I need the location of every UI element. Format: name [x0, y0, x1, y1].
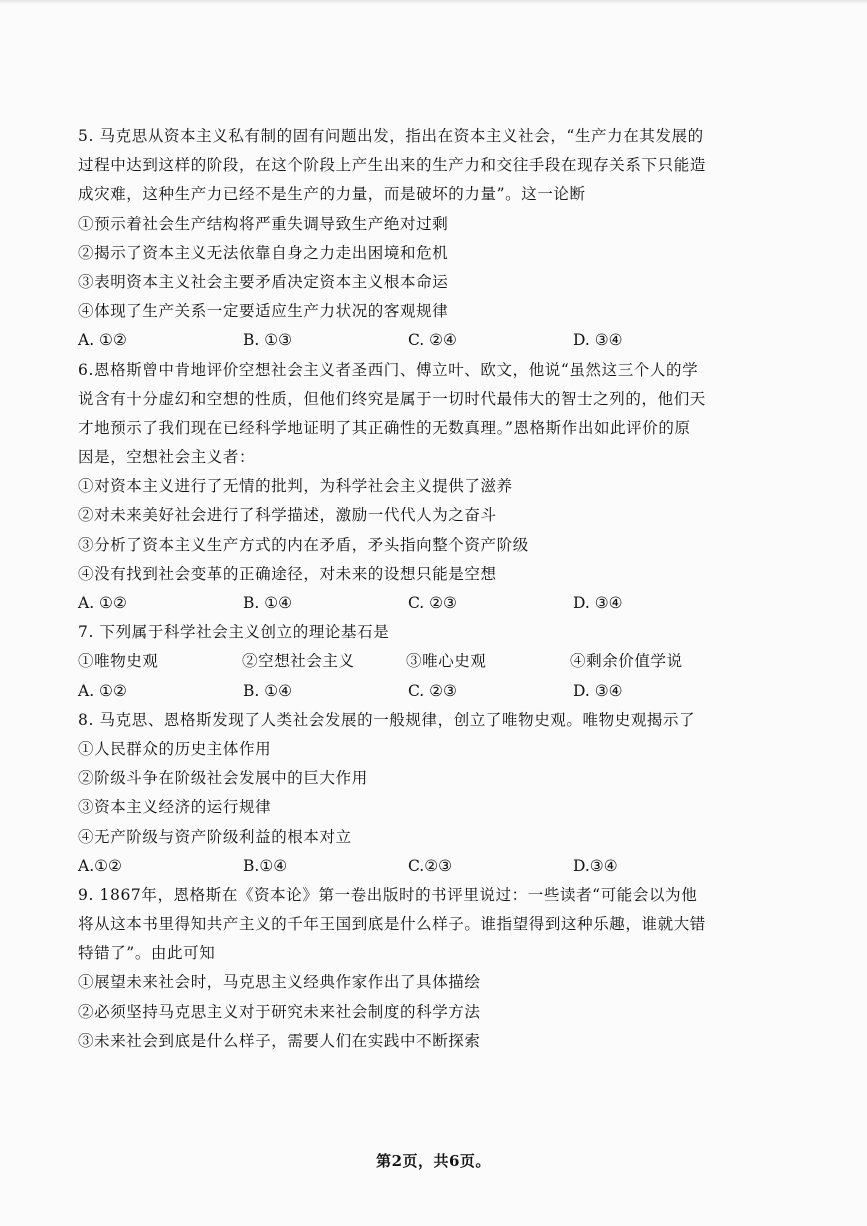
question-7: [78, 618, 698, 706]
statement-item: ①对资本主义进行了无情的批判，为科学社会主义提供了滋养: [78, 477, 513, 496]
option-c: C. ②③: [408, 681, 457, 700]
option-c: C. ②③: [408, 594, 457, 612]
page-number-footer: 第2页，共6页。: [376, 1152, 491, 1170]
option-a: A. ①②: [78, 681, 127, 700]
statement-item: ②对未来美好社会进行了科学描述，激励一代代人为之奋斗: [78, 506, 497, 525]
statement-item: ③未来社会到底是什么样子，需要人们在实践中不断探索: [78, 1031, 481, 1050]
option-b: B.①④: [243, 856, 288, 875]
answer-options: [78, 326, 698, 355]
statement-item: ③唯心史观: [406, 652, 487, 671]
statement-item: ②空想社会主义: [242, 652, 355, 671]
statement-item: ①预示着社会生产结构将严重失调导致生产绝对过剩: [78, 214, 449, 233]
question-stem-line: 才地预示了我们现在已经科学地证明了其正确性的无数真理。”恩格斯作出如此评价的原: [78, 418, 691, 437]
option-a: A.①②: [78, 856, 122, 875]
question-stem-line: 9. 1867年，恩格斯在《资本论》第一卷出版时的书评里说过：一些读者“可能会以为他: [78, 885, 698, 904]
statement-item: ②必须坚持马克思主义对于研究未来社会制度的科学方法: [78, 1002, 481, 1021]
question-stem-line: 说含有十分虚幻和空想的性质，但他们终究是属于一切时代最伟大的智士之列的，他们天: [78, 389, 706, 408]
question-stem-line: 因是，空想社会主义者：: [78, 448, 256, 467]
question-stem-line: 7. 下列属于科学社会主义创立的理论基石是: [78, 623, 390, 642]
statement-item: ①展望未来社会时，马克思主义经典作家作出了具体描绘: [78, 973, 481, 992]
statement-choices: [78, 647, 698, 676]
option-b: B. ①③: [243, 331, 293, 350]
statement-item: ②阶级斗争在阶级社会发展中的巨大作用: [78, 769, 368, 788]
answer-options: [78, 677, 698, 706]
statement-item: ③分析了资本主义生产方式的内在矛盾，矛头指向整个资产阶级: [78, 535, 529, 554]
question-stem-line: 8. 马克思、恩格斯发现了人类社会发展的一般规律，创立了唯物史观。唯物史观揭示了: [78, 710, 696, 729]
option-c: C.②③: [408, 856, 453, 875]
statement-item: ④剩余价值学说: [570, 652, 683, 671]
scan-edge: [0, 0, 867, 4]
question-stem-line: 6.恩格斯曾中肯地评价空想社会主义者圣西门、傅立叶、欧文，他说“虽然这三个人的学: [78, 360, 699, 379]
option-d: D. ③④: [573, 681, 623, 700]
question-stem-line: 特错了”。由此可知: [78, 944, 216, 963]
statement-item: ④没有找到社会变革的正确途径，对未来的设想只能是空想: [78, 564, 497, 583]
statement-item: ③资本主义经济的运行规律: [78, 798, 272, 817]
question-8: [78, 706, 698, 881]
answer-options: [78, 852, 698, 881]
question-stem-line: 5. 马克思从资本主义私有制的固有问题出发，指出在资本主义社会，“生产力在其发展的: [78, 127, 704, 145]
statement-item: ③表明资本主义社会主要矛盾决定资本主义根本命运: [78, 272, 449, 291]
option-d: D. ③④: [573, 594, 623, 612]
question-stem-line: 将从这本书里得知共产主义的千年王国到底是什么样子。谁指望得到这种乐趣，谁就大错: [78, 915, 706, 934]
page-content: [78, 122, 706, 1056]
answer-options: [78, 589, 698, 618]
question-9: [78, 881, 706, 1056]
question-6: [78, 356, 706, 619]
statement-item: ①唯物史观: [78, 652, 159, 671]
option-d: D.③④: [573, 856, 618, 875]
statement-item: ④体现了生产关系一定要适应生产力状况的客观规律: [78, 302, 449, 321]
option-b: B. ①④: [243, 594, 293, 612]
question-5: [78, 122, 706, 356]
question-stem-line: 过程中达到这样的阶段，在这个阶段上产生出来的生产力和交往手段在现存关系下只能造: [78, 156, 706, 175]
option-a: A. ①②: [78, 594, 127, 612]
statement-item: ②揭示了资本主义无法依靠自身之力走出困境和危机: [78, 243, 449, 262]
question-stem-line: 成灾难，这种生产力已经不是生产的力量，而是破坏的力量”。这一论断: [78, 185, 586, 204]
option-c: C. ②④: [408, 331, 457, 350]
option-b: B. ①④: [243, 681, 293, 700]
option-a: A. ①②: [78, 331, 127, 350]
statement-item: ④无产阶级与资产阶级利益的根本对立: [78, 827, 352, 846]
statement-item: ①人民群众的历史主体作用: [78, 739, 272, 758]
option-d: D. ③④: [573, 331, 623, 350]
